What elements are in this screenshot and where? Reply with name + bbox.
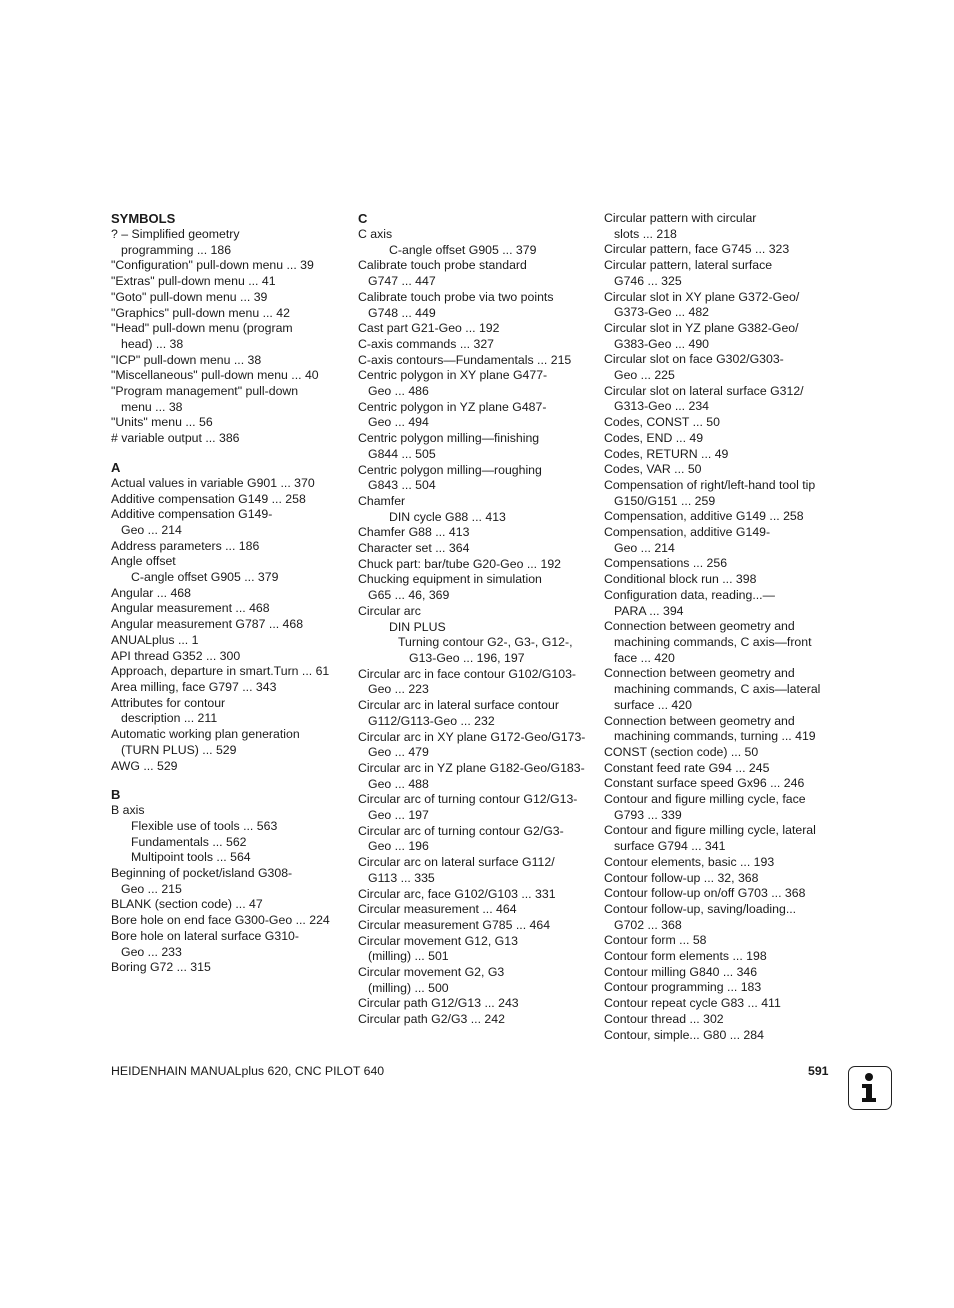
index-entry-continuation: G383-Geo ... 490 (614, 336, 710, 351)
index-column-1 (111, 211, 343, 976)
index-entry-continuation: G112/G113-Geo ... 232 (368, 713, 495, 728)
index-entry: Circular arc on lateral surface G112/ (358, 855, 555, 870)
index-entry: Connection between geometry and (604, 619, 795, 634)
index-entry: Boring G72 ... 315 (111, 960, 211, 975)
index-column-2 (358, 211, 590, 1028)
index-entry: Chamfer G88 ... 413 (358, 525, 470, 540)
index-column-3 (604, 211, 836, 1043)
index-entry-continuation: Geo ... 197 (368, 808, 429, 823)
index-entry: Centric polygon in XY plane G477- (358, 368, 548, 383)
index-entry: Contour repeat cycle G83 ... 411 (604, 996, 781, 1011)
index-entry-continuation: surface ... 420 (614, 697, 692, 712)
index-entry-continuation: Fundamentals ... 562 (131, 834, 247, 849)
index-entry-continuation: Flexible use of tools ... 563 (131, 818, 278, 833)
index-entry: Circular slot in YZ plane G382-Geo/ (604, 320, 799, 335)
index-entry-continuation: G843 ... 504 (368, 478, 436, 493)
index-entry: BLANK (section code) ... 47 (111, 897, 263, 912)
index-entry: "Goto" pull-down menu ... 39 (111, 289, 268, 304)
index-entry-continuation: G150/G151 ... 259 (614, 493, 716, 508)
index-entry: Contour and figure milling cycle, face (604, 792, 806, 807)
index-entry-continuation: Geo ... 486 (368, 384, 429, 399)
index-entry-continuation: DIN cycle G88 ... 413 (389, 509, 506, 524)
index-entry: Codes, CONST ... 50 (604, 415, 720, 430)
index-entry: Contour elements, basic ... 193 (604, 854, 775, 869)
index-entry: Circular slot on face G302/G303- (604, 352, 784, 367)
index-entry-continuation: Geo ... 215 (121, 881, 182, 896)
index-entry-continuation: Geo ... 223 (368, 682, 429, 697)
index-entry-continuation: G373-Geo ... 482 (614, 305, 710, 320)
index-entry: "ICP" pull-down menu ... 38 (111, 352, 262, 367)
index-entry: Constant surface speed Gx96 ... 246 (604, 776, 805, 791)
index-entry-continuation: Geo ... 214 (614, 540, 675, 555)
index-entry: Additive compensation G149- (111, 507, 273, 522)
index-entry: Centric polygon milling—roughing (358, 462, 542, 477)
index-entry: Chucking equipment in simulation (358, 572, 542, 587)
index-entry-continuation: machining commands, C axis—front (614, 634, 812, 649)
index-entry: Contour and figure milling cycle, lateral (604, 823, 816, 838)
footer-title: HEIDENHAIN MANUALplus 620, CNC PILOT 640 (111, 1064, 385, 1078)
index-entry: Angular measurement ... 468 (111, 601, 270, 616)
index-entry: Circular arc of turning contour G12/G13- (358, 792, 578, 807)
index-entry-continuation: face ... 420 (614, 650, 675, 665)
index-section-header: SYMBOLS (111, 211, 176, 226)
index-entry-continuation: Geo ... 196 (368, 839, 429, 854)
index-entry: Contour thread ... 302 (604, 1011, 724, 1026)
index-entry-continuation: (milling) ... 500 (368, 980, 449, 995)
index-entry: Contour follow-up, saving/loading... (604, 901, 797, 916)
index-entry: Address parameters ... 186 (111, 538, 260, 553)
index-entry-continuation: head) ... 38 (121, 336, 184, 351)
index-entry: Chamfer (358, 493, 406, 508)
index-entry: Contour follow-up ... 32, 368 (604, 870, 759, 885)
index-entry-continuation: G746 ... 325 (614, 273, 682, 288)
index-entry: Additive compensation G149 ... 258 (111, 491, 306, 506)
index-entry: Compensations ... 256 (604, 556, 728, 571)
index-entry: Circular slot in XY plane G372-Geo/ (604, 289, 800, 304)
index-entry-continuation: G702 ... 368 (614, 917, 682, 932)
index-entry: C-axis contours—Fundamentals ... 215 (358, 352, 572, 367)
index-entry: Connection between geometry and (604, 666, 795, 681)
index-entry: Circular slot on lateral surface G312/ (604, 383, 804, 398)
index-entry: Bore hole on lateral surface G310- (111, 928, 299, 943)
index-entry-continuation: Multipoint tools ... 564 (131, 850, 251, 865)
index-entry-continuation: C-angle offset G905 ... 379 (131, 570, 279, 585)
index-entry: Contour follow-up on/off G703 ... 368 (604, 886, 806, 901)
index-entry-continuation: Geo ... 479 (368, 745, 429, 760)
index-entry: Cast part G21-Geo ... 192 (358, 321, 500, 336)
index-entry: Circular arc (358, 603, 421, 618)
index-entry-continuation: Geo ... 233 (121, 944, 182, 959)
index-entry: Contour, simple... G80 ... 284 (604, 1027, 764, 1042)
index-entry: Contour form elements ... 198 (604, 949, 767, 964)
index-entry: Compensation, additive G149- (604, 525, 771, 540)
index-entry-continuation: slots ... 218 (614, 226, 677, 241)
index-entry: Circular path G12/G13 ... 243 (358, 996, 519, 1011)
index-entry-continuation: G793 ... 339 (614, 807, 682, 822)
index-entry: Beginning of pocket/island G308- (111, 866, 293, 881)
index-entry-continuation: Geo ... 488 (368, 776, 429, 791)
index-entry: "Extras" pull-down menu ... 41 (111, 274, 276, 289)
index-entry: "Miscellaneous" pull-down menu ... 40 (111, 368, 319, 383)
index-entry-continuation: Turning contour G2-, G3-, G12-, (398, 635, 573, 650)
index-entry: ? – Simplified geometry (111, 227, 240, 241)
index-entry: Contour programming ... 183 (604, 980, 762, 995)
index-entry: Circular arc in YZ plane G182-Geo/G183- (358, 760, 585, 775)
index-entry: Codes, END ... 49 (604, 430, 704, 445)
index-entry: Configuration data, reading...— (604, 587, 775, 602)
index-entry-continuation: (milling) ... 501 (368, 949, 449, 964)
index-section-header: B (111, 787, 121, 803)
index-entry-continuation: G113 ... 335 (368, 870, 435, 885)
index-entry-continuation: C-angle offset G905 ... 379 (389, 242, 537, 257)
index-entry: Contour form ... 58 (604, 933, 707, 948)
index-entry: Chuck part: bar/tube G20-Geo ... 192 (358, 556, 562, 571)
index-section-header: C (358, 211, 368, 226)
page-number: 591 (808, 1064, 829, 1078)
index-entry: Approach, departure in smart.Turn ... 61 (111, 664, 330, 679)
index-entry: "Configuration" pull-down menu ... 39 (111, 258, 314, 273)
index-entry: Conditional block run ... 398 (604, 572, 757, 587)
index-entry-continuation: machining commands, turning ... 419 (614, 729, 816, 744)
index-entry: "Head" pull-down menu (program (111, 321, 293, 336)
index-entry-continuation: surface G794 ... 341 (614, 839, 726, 854)
index-entry-continuation: G844 ... 505 (368, 446, 436, 461)
index-entry: CONST (section code) ... 50 (604, 744, 759, 759)
index-entry: Circular measurement ... 464 (358, 902, 517, 917)
index-entry: Constant feed rate G94 ... 245 (604, 760, 770, 775)
index-entry: Circular path G2/G3 ... 242 (358, 1012, 505, 1027)
index-entry-continuation: machining commands, C axis—lateral (614, 682, 821, 697)
info-icon (848, 1066, 892, 1110)
index-entry: Circular pattern, lateral surface (604, 258, 773, 273)
index-entry: Circular pattern with circular (604, 211, 757, 225)
index-entry: Calibrate touch probe standard (358, 258, 527, 273)
index-entry: C axis (358, 227, 393, 241)
index-entry-continuation: G748 ... 449 (368, 305, 436, 320)
index-entry: Centric polygon milling—finishing (358, 431, 540, 446)
index-entry-continuation: G65 ... 46, 369 (368, 588, 450, 603)
index-entry-continuation: G313-Geo ... 234 (614, 399, 710, 414)
index-entry: Circular arc in face contour G102/G103- (358, 666, 577, 681)
index-entry: C-axis commands ... 327 (358, 336, 494, 351)
index-entry: Angle offset (111, 554, 176, 569)
index-entry: Angular measurement G787 ... 468 (111, 617, 304, 632)
index-entry: Contour milling G840 ... 346 (604, 964, 758, 979)
index-entry: Connection between geometry and (604, 713, 795, 728)
index-entry-continuation: programming ... 186 (121, 242, 232, 257)
index-entry-continuation: Geo ... 494 (368, 415, 429, 430)
index-entry-continuation: DIN PLUS (389, 619, 446, 634)
index-entry: Area milling, face G797 ... 343 (111, 679, 277, 694)
index-entry: Compensation, additive G149 ... 258 (604, 509, 804, 524)
index-entry-continuation: menu ... 38 (121, 399, 183, 414)
index-entry-continuation: PARA ... 394 (614, 603, 684, 618)
index-entry-continuation: description ... 211 (121, 711, 218, 726)
index-entry: AWG ... 529 (111, 758, 178, 773)
index-entry: "Units" menu ... 56 (111, 415, 213, 430)
index-entry: Character set ... 364 (358, 541, 470, 556)
index-entry: Automatic working plan generation (111, 727, 300, 742)
index-entry: Codes, RETURN ... 49 (604, 446, 729, 461)
index-entry: # variable output ... 386 (111, 431, 240, 446)
index-entry-continuation: (TURN PLUS) ... 529 (121, 742, 237, 757)
index-entry: Angular ... 468 (111, 585, 191, 600)
index-entry: Circular arc, face G102/G103 ... 331 (358, 886, 556, 901)
index-entry: Circular movement G2, G3 (358, 965, 505, 980)
index-entry: Codes, VAR ... 50 (604, 462, 702, 477)
index-section-header: A (111, 459, 121, 475)
index-entry: "Program management" pull-down (111, 384, 299, 399)
index-entry: "Graphics" pull-down menu ... 42 (111, 305, 290, 320)
index-entry: ANUALplus ... 1 (111, 632, 199, 647)
index-entry: Calibrate touch probe via two points (358, 289, 554, 304)
index-entry: Circular arc in XY plane G172-Geo/G173- (358, 729, 586, 744)
index-entry: Circular movement G12, G13 (358, 933, 518, 948)
index-entry: Circular measurement G785 ... 464 (358, 917, 551, 932)
index-entry: B axis (111, 803, 145, 818)
index-entry: Circular pattern, face G745 ... 323 (604, 242, 790, 257)
index-entry: Compensation of right/left-hand tool tip (604, 477, 816, 492)
index-entry: Circular arc of turning contour G2/G3- (358, 823, 564, 838)
index-entry: Circular arc in lateral surface contour (358, 698, 559, 713)
index-entry-continuation: G13-Geo ... 196, 197 (409, 650, 525, 665)
index-entry-continuation: Geo ... 214 (121, 522, 182, 537)
index-entry: Bore hole on end face G300-Geo ... 224 (111, 913, 330, 928)
index-entry: Attributes for contour (111, 695, 226, 710)
index-entry-continuation: G747 ... 447 (368, 274, 436, 289)
index-entry-continuation: Geo ... 225 (614, 368, 675, 383)
index-entry: Actual values in variable G901 ... 370 (111, 475, 315, 490)
index-entry: Centric polygon in YZ plane G487- (358, 399, 547, 414)
index-entry: API thread G352 ... 300 (111, 648, 241, 663)
